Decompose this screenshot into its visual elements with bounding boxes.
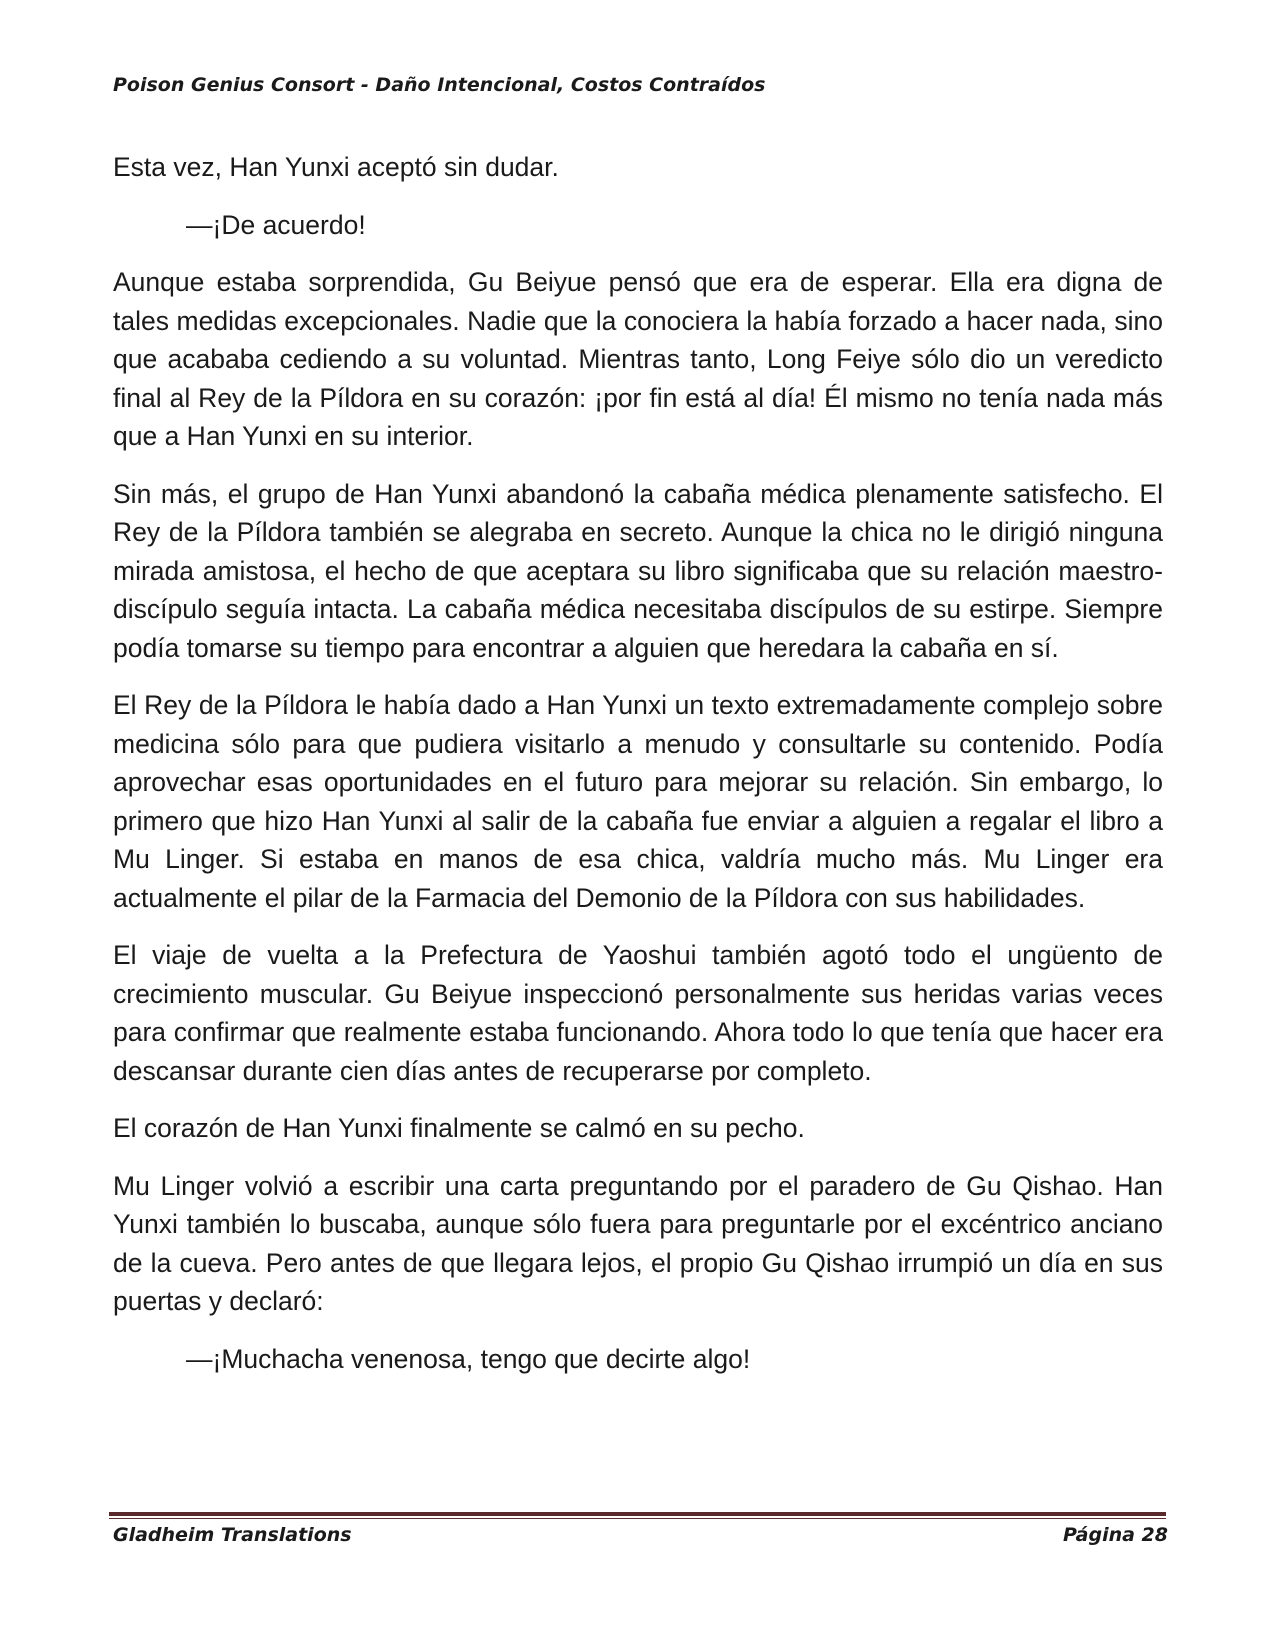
- paragraph-3: Sin más, el grupo de Han Yunxi abandonó la cabaña médica plenamente satisfecho. El Rey de la Píldora también se alegraba en secreto. Aunque la chica no le dirigió ninguna mirada amistosa, el hecho de que aceptara su libro significaba que su relación maestro-discípulo seguía intacta. La cabaña médica necesitaba discípulos de su estirpe. Siempre podía tomarse su tiempo para encontrar a alguien que heredara la cabaña en sí.: [113, 478, 1163, 663]
- paragraph-1: Esta vez, Han Yunxi aceptó sin dudar.: [113, 152, 559, 182]
- paragraph-5: El viaje de vuelta a la Prefectura de Yaoshui también agotó todo el ungüento de crecimiento muscular. Gu Beiyue inspeccionó personalmente sus heridas varias veces para confirmar que realmente estaba funcionando. Ahora todo lo que tenía que hacer era descansar durante cien días antes de recuperarse por completo.: [113, 940, 1163, 1086]
- page-body: [113, 148, 1163, 1397]
- document-header-title: Poison Genius Consort - Daño Intencional, Costos Contraídos: [113, 74, 766, 96]
- paragraph-4: El Rey de la Píldora le había dado a Han Yunxi un texto extremadamente complejo sobre medicina sólo para que pudiera visitarlo a menudo y consultarle su contenido. Podía aprovechar esas oportunidades en el futuro para mejorar su relación. Sin embargo, lo primero que hizo Han Yunxi al salir de la cabaña fue enviar a alguien a regalar el libro a Mu Linger. Si estaba en manos de esa chica, valdría mucho más. Mu Linger era actualmente el pilar de la Farmacia del Demonio de la Píldora con sus habilidades.: [113, 690, 1163, 913]
- paragraph-6: El corazón de Han Yunxi finalmente se calmó en su pecho.: [113, 1113, 805, 1143]
- paragraph-7: Mu Linger volvió a escribir una carta preguntando por el paradero de Gu Qishao. Han Yunxi también lo buscaba, aunque sólo fuera para preguntarle por el excéntrico anciano de la cueva. Pero antes de que llegara lejos, el propio Gu Qishao irrumpió un día en sus puertas y declaró:: [113, 1170, 1163, 1316]
- paragraph-2: Aunque estaba sorprendida, Gu Beiyue pensó que era de esperar. Ella era digna de tales medidas excepcionales. Nadie que la conociera la había forzado a hacer nada, sino que acababa cediendo a su voluntad. Mientras tanto, Long Feiye sólo dio un veredicto final al Rey de la Píldora en su corazón: ¡por fin está al día! Él mismo no tenía nada más que a Han Yunxi en su interior.: [113, 267, 1163, 451]
- footer-divider: [109, 1512, 1166, 1519]
- dialogue-line-2: —¡Muchacha venenosa, tengo que decirte algo!: [186, 1343, 751, 1374]
- footer-publisher: Gladheim Translations: [113, 1524, 352, 1546]
- page-number: Página 28: [1062, 1524, 1168, 1546]
- dialogue-line-1: —¡De acuerdo!: [186, 209, 366, 240]
